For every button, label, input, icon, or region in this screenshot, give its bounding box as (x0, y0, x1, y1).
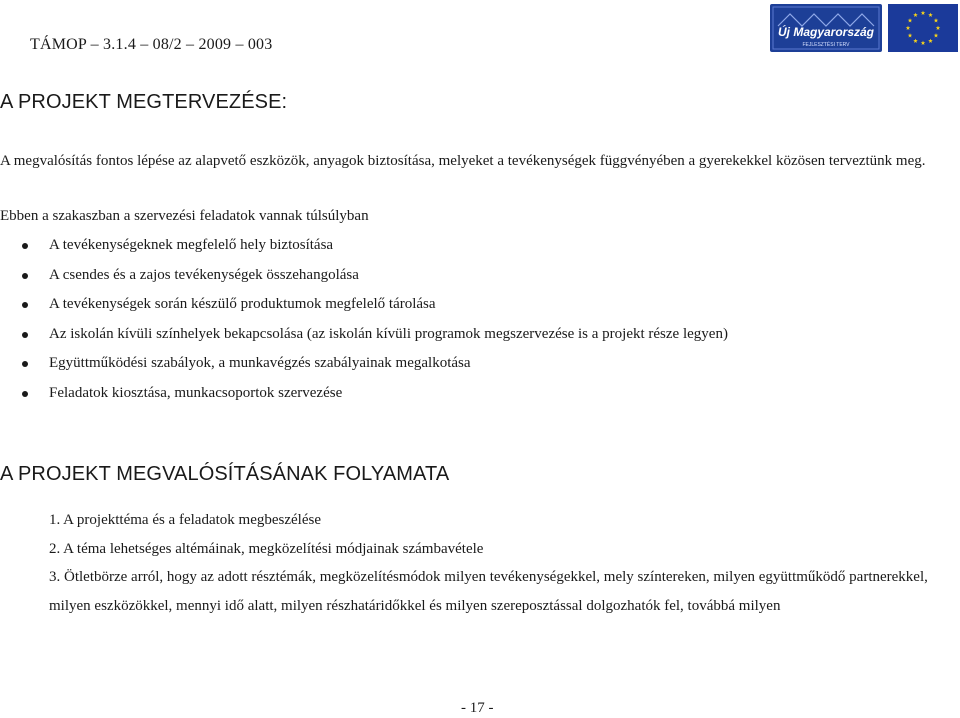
bullet-text: A csendes és a zajos tevékenységek összehangolása (49, 266, 359, 283)
bullet-icon (22, 391, 28, 397)
bullet-item (0, 379, 728, 409)
logo-umt-text: Új Magyarország (777, 25, 875, 39)
logo-umt-subtext: FEJLESZTÉSI TERV (802, 42, 850, 48)
project-code: TÁMOP – 3.1.4 – 08/2 – 2009 – 003 (30, 36, 273, 53)
step-item: 3. Ötletbörze arról, hogy az adott résztémák, megközelítésmódok milyen tevékenységekkel, mely színtereken, milyen együttműködő partnerekkel, milyen eszközökkel, mennyi idő alatt, milyen részhatáridőkkel és milyen szereposztással dolgozhatók fel, továbbá milyen (49, 569, 928, 614)
planning-bullet-list (0, 231, 728, 409)
bullet-text: Feladatok kiosztása, munkacsoportok szervezése (49, 384, 343, 401)
step-item: 1. A projekttéma és a feladatok megbeszélése (49, 512, 321, 528)
bullet-text: A tevékenységeknek megfelelő hely biztosítása (49, 237, 334, 253)
section-title-process: A PROJEKT MEGVALÓSÍTÁSÁNAK FOLYAMATA (0, 463, 450, 485)
bullet-text: A tevékenységek során készülő produktumok megfelelő tárolása (49, 296, 436, 313)
bullet-item (0, 290, 728, 320)
bullet-text: Együttműködési szabályok, a munkavégzés szabályainak megalkotása (49, 355, 471, 372)
bullet-item (0, 349, 728, 379)
bullet-item (0, 320, 728, 350)
bullet-icon (22, 273, 28, 279)
bullet-icon (22, 361, 28, 367)
page-number: - 17 - (461, 700, 494, 716)
eu-flag-logo (888, 4, 958, 52)
uj-magyarorszag-logo (770, 4, 882, 52)
bullet-icon (22, 302, 28, 308)
section-title-planning: A PROJEKT MEGTERVEZÉSE: (0, 91, 288, 113)
bullet-item (0, 261, 728, 291)
step-item: 2. A téma lehetséges altémáinak, megközelítési módjainak számbavétele (49, 540, 484, 557)
process-step-list (49, 506, 949, 620)
bullet-icon (22, 243, 28, 249)
bullet-text: Az iskolán kívüli színhelyek bekapcsolása (az iskolán kívüli programok megszervezése is a projekt része legyen) (49, 325, 728, 342)
bullet-icon (22, 332, 28, 338)
intro-paragraph: A megvalósítás fontos lépése az alapvető eszközök, anyagok biztosítása, melyeket a tevékenységek függvényében a gyerekekkel közösen terveztünk meg. (0, 153, 926, 169)
lead-paragraph: Ebben a szakaszban a szervezési feladatok vannak túlsúlyban (0, 208, 369, 224)
bullet-item (0, 231, 728, 261)
